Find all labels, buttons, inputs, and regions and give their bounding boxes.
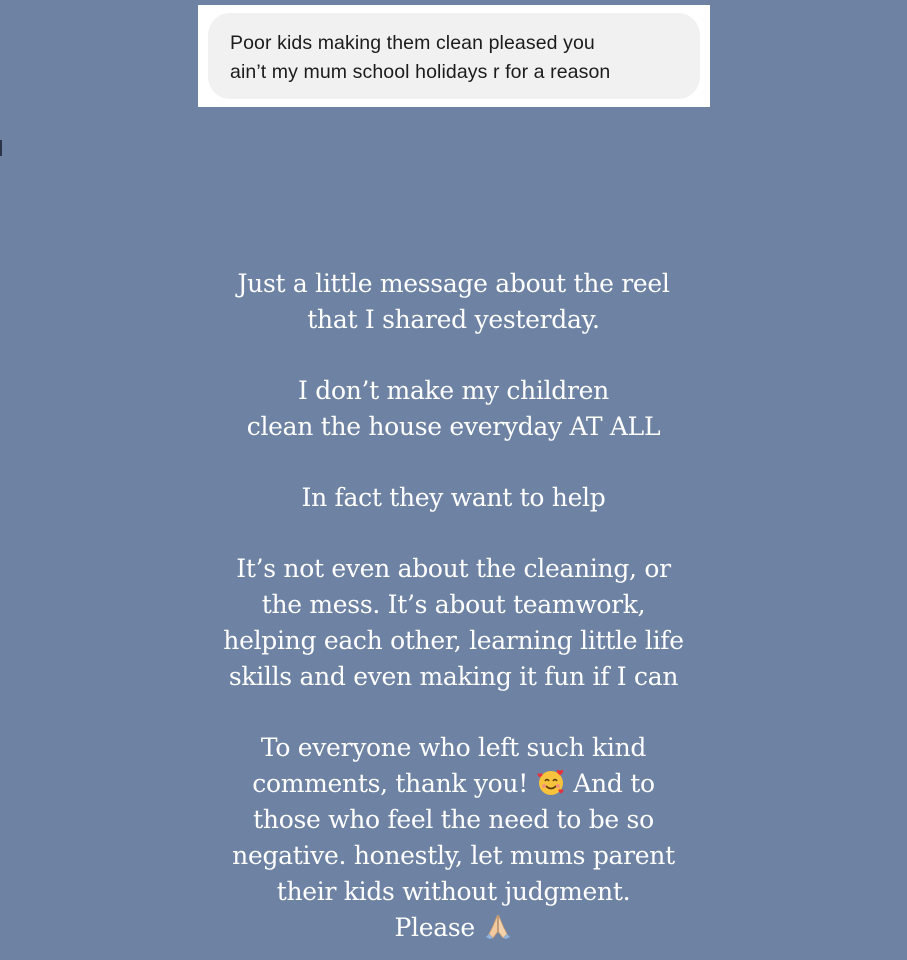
paragraph-5-line-3: those who feel the need to be so [253, 805, 654, 834]
paragraph-2-line-1: I don’t make my children [298, 376, 609, 405]
paragraph-2-line-2: clean the house everyday AT ALL [246, 412, 661, 441]
comment-sticker [198, 5, 710, 107]
paragraph-1-line-2: that I shared yesterday. [307, 305, 600, 334]
comment-bubble [208, 13, 700, 99]
and-to-text: And to [573, 769, 655, 798]
paragraph-2 [0, 373, 907, 445]
paragraph-3 [0, 480, 907, 516]
paragraph-5-line-2 [0, 766, 907, 802]
smiling-face-with-hearts-icon [536, 768, 566, 796]
paragraph-3-line-1: In fact they want to help [301, 483, 606, 512]
paragraph-4-line-2: the mess. It’s about teamwork, [261, 590, 646, 619]
edge-marker [0, 140, 2, 156]
thank-you-text: comments, thank you! [252, 769, 528, 798]
comment-text-line-2: ain’t my mum school holidays r for a reason [230, 61, 611, 83]
paragraph-5-line-6 [0, 910, 907, 946]
paragraph-5 [0, 730, 907, 946]
story-message [0, 266, 907, 960]
paragraph-4-line-1: It’s not even about the cleaning, or [236, 554, 671, 583]
paragraph-5-line-5: their kids without judgment. [276, 877, 631, 906]
paragraph-4-line-3: helping each other, learning little life [223, 626, 684, 655]
paragraph-5-line-4: negative. honestly, let mums parent [232, 841, 675, 870]
paragraph-1-line-1: Just a little message about the reel [237, 269, 670, 298]
please-text: Please [394, 913, 475, 942]
paragraph-1 [0, 266, 907, 338]
comment-text-line-1: Poor kids making them clean pleased you [230, 32, 595, 54]
paragraph-4 [0, 551, 907, 695]
folded-hands-icon [483, 912, 513, 940]
paragraph-5-line-1: To everyone who left such kind [260, 733, 647, 762]
paragraph-4-line-4: skills and even making it fun if I can [228, 662, 679, 691]
